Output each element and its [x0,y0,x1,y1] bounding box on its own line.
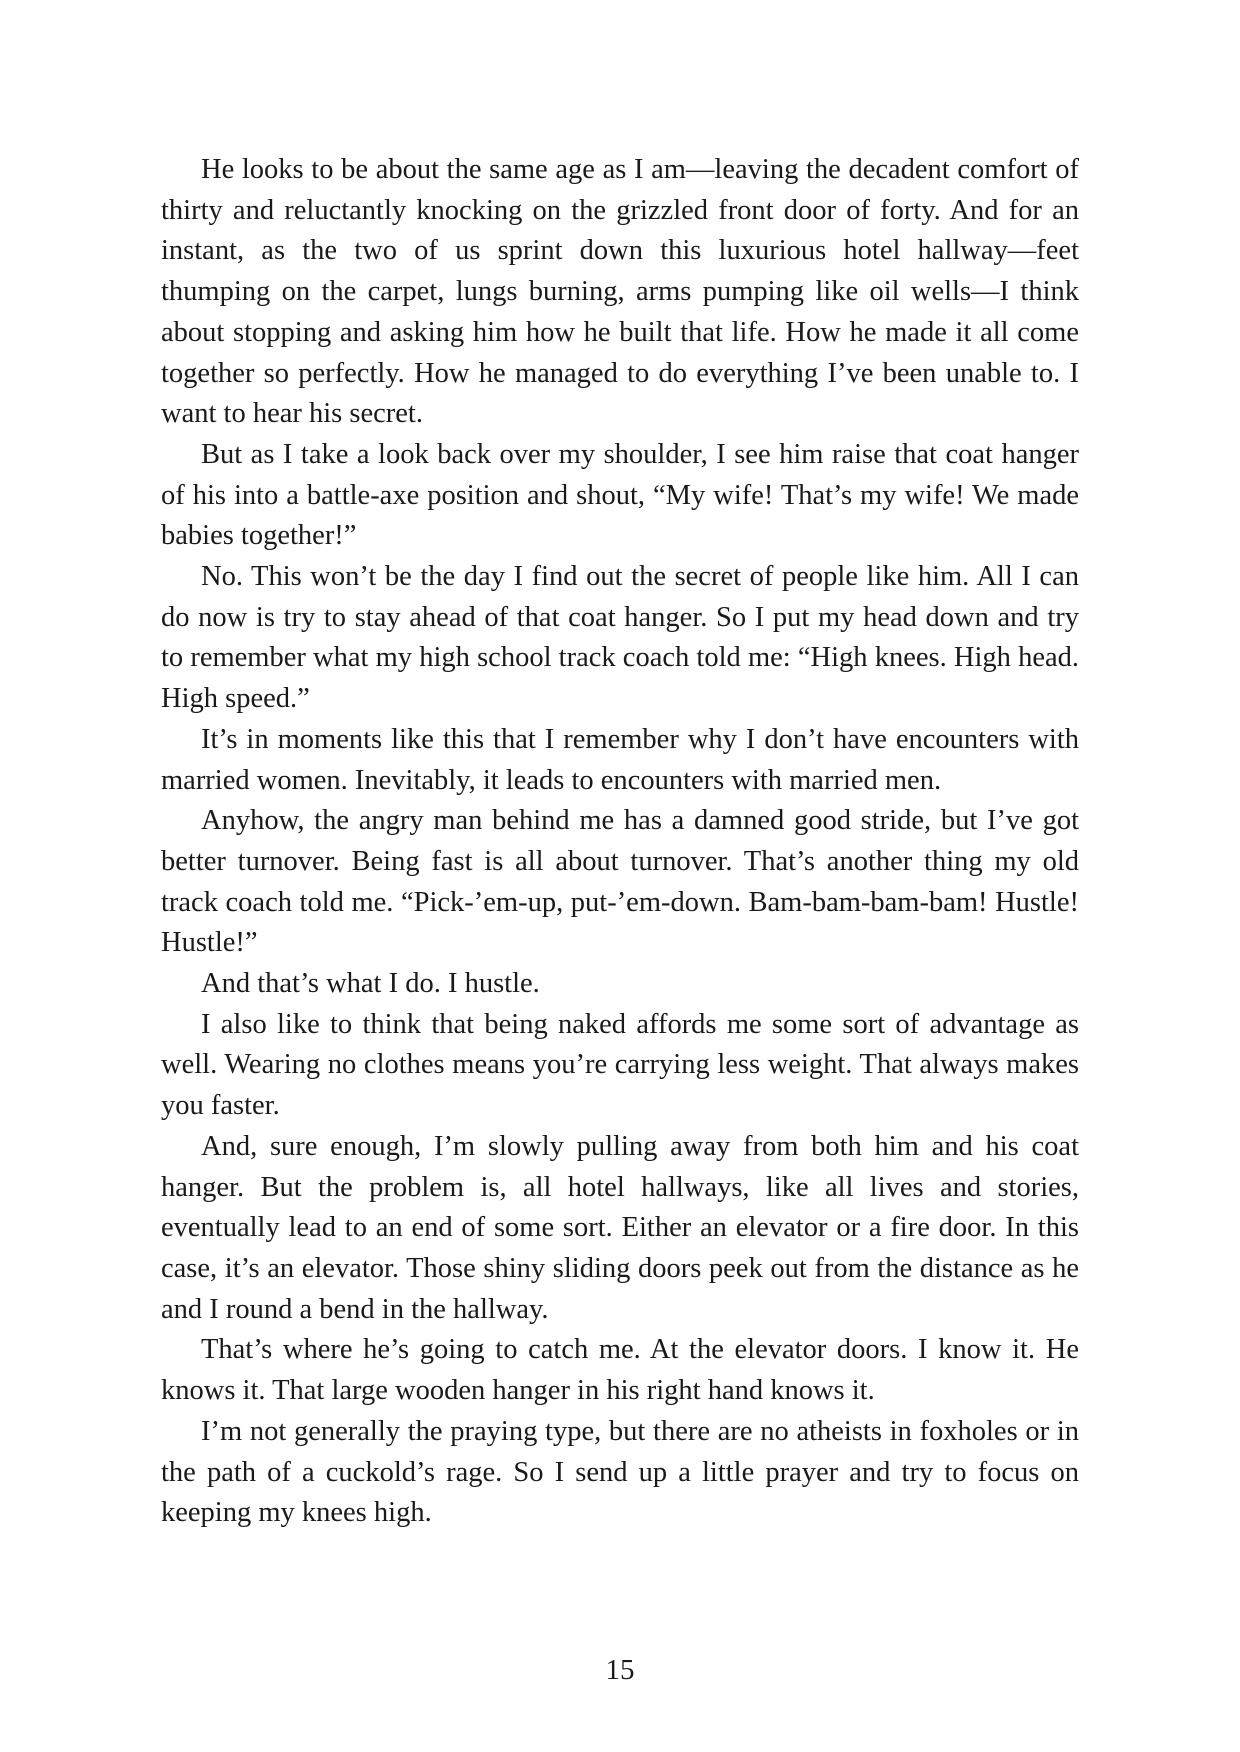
paragraph-4: It’s in moments like this that I remember why I don’t have encounters with married women. Inevitably, it leads to encounters with married men. [161,723,1079,796]
paragraph-7: I also like to think that being naked affords me some sort of advantage as well. Wearing no clothes means you’re carrying less weight. That always makes you faster. [161,1008,1079,1122]
paragraph-6: And that’s what I do. I hustle. [201,968,540,1000]
page-number: 15 [605,1654,635,1686]
paragraph-8: And, sure enough, I’m slowly pulling away from both him and his coat hanger. But the problem is, all hotel hallways, like all lives and stories, eventually lead to an end of some sort. Either an elevator or a fire door. In this case, it’s an elevator. Those shiny sliding doors peek out from the distance as he and I round a bend in the hallway. [161,1130,1079,1325]
paragraph-9: That’s where he’s going to catch me. At the elevator doors. I know it. He knows it. That large wooden hanger in his right hand knows it. [161,1334,1079,1407]
paragraph-10: I’m not generally the praying type, but there are no atheists in foxholes or in the path of a cuckold’s rage. So I send up a little prayer and try to focus on keeping my knees high. [161,1415,1079,1529]
page-body [161,150,1079,1534]
paragraph-5: Anyhow, the angry man behind me has a damned good stride, but I’ve got better turnover. Being fast is all about turnover. That’s another thing my old track coach told me. “Pick-’em-up, put-’em-down. Bam-bam-bam-bam! Hustle! Hustle!” [161,805,1079,959]
paragraph-2: But as I take a look back over my shoulder, I see him raise that coat hanger of his into a battle-axe position and shout, “My wife! That’s my wife! We made babies together!” [161,438,1079,552]
paragraph-1: He looks to be about the same age as I am—leaving the decadent comfort of thirty and reluctantly knocking on the grizzled front door of forty. And for an instant, as the two of us sprint down this luxurious hotel hallway—feet thumping on the carpet, lungs burning, arms pumping like oil wells—I think about stopping and asking him how he built that life. How he made it all come together so perfectly. How he managed to do everything I’ve been unable to. I want to hear his secret. [161,154,1079,430]
paragraph-3: No. This won’t be the day I find out the secret of people like him. All I can do now is try to stay ahead of that coat hanger. So I put my head down and try to remember what my high school track coach told me: “High knees. High head. High speed.” [161,561,1079,715]
